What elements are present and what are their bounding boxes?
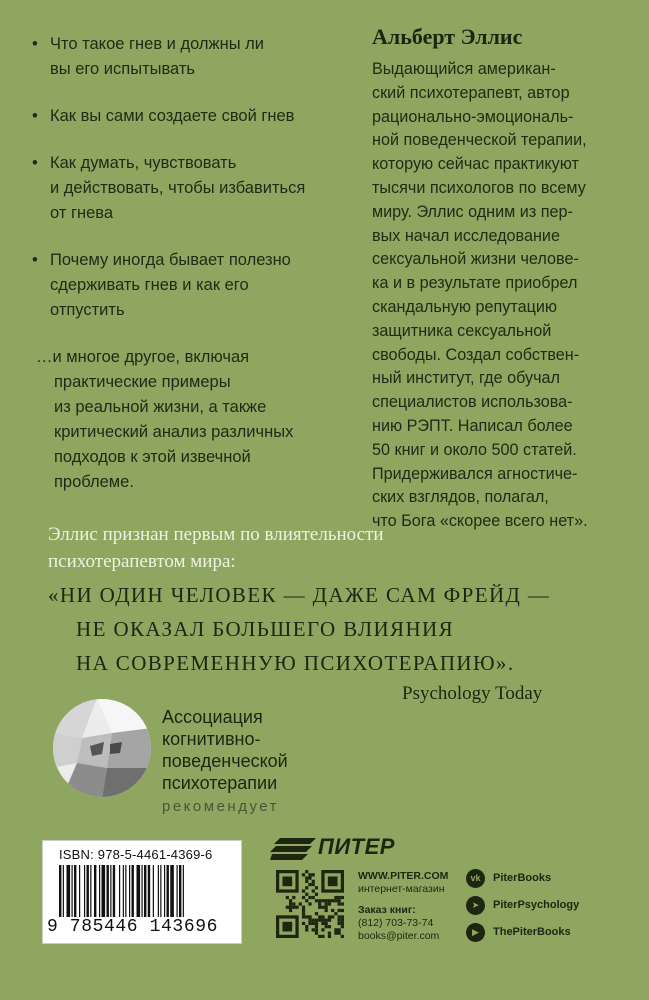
social-item-telegram[interactable]: ➤ PiterPsychology: [466, 893, 579, 917]
barcode: [42, 840, 242, 944]
bullet-item: • Почему иногда бывает полезно сдерживать гнев и как его отпустить: [32, 251, 291, 319]
telegram-icon: ➤: [466, 896, 485, 915]
vk-icon: vk: [466, 869, 485, 888]
intro-text: Эллис признан первым по влиятельности психотерапевтом мира:: [48, 524, 384, 572]
quote-source: Psychology Today: [402, 683, 543, 704]
association-logo-icon: [52, 698, 152, 798]
social-item-vk[interactable]: vk PiterBooks: [466, 866, 579, 890]
social-item-youtube[interactable]: ▶ ThePiterBooks: [466, 920, 579, 944]
more-text: …и многое другое, включая практические примеры из реальной жизни, а также критический анализ различных подходов к этой извечной проблеме.: [36, 348, 294, 491]
bullet-item: • Как думать, чувствовать и действовать, чтобы избавиться от гнева: [32, 154, 306, 222]
bullet-item: • Как вы сами создаете свой гнев: [32, 107, 295, 125]
association-text: Ассоциация когнитивно- поведенческой психотерапии рекомендует: [162, 707, 288, 815]
isbn-label: ISBN: 978-5-4461-4369-6: [59, 847, 213, 862]
publisher-name: ПИТЕР: [318, 834, 395, 859]
website-link[interactable]: WWW.PITER.COM: [358, 870, 449, 882]
pull-quote: «НИ ОДИН ЧЕЛОВЕК — ДАЖЕ САМ ФРЕЙД — НЕ ОКАЗАЛ БОЛЬШЕГО ВЛИЯНИЯ НА СОВРЕМЕННУЮ ПСИХОТЕРАПИЮ».: [48, 583, 551, 675]
qr-code-icon: [276, 870, 344, 938]
phone-number: (812) 703-73-74: [358, 917, 434, 929]
email-link[interactable]: books@piter.com: [358, 930, 440, 942]
author-block: [372, 24, 634, 534]
social-links: [466, 866, 579, 947]
bullet-list: [30, 32, 330, 495]
piter-logo-icon: [270, 836, 316, 862]
author-name: Альберт Эллис: [372, 24, 523, 49]
bullet-item: • Что такое гнев и должны ли вы его испытывать: [32, 35, 264, 78]
author-bio: Выдающийся американ- ский психотерапевт, автор рационально-эмоциональ- ной поведенческой терапии, которую сейчас практикуют тысячи психологов по всему миру. Эллис одним из пер- вых начал исследование сексуальной жизни челове- ка и в результате приобрел скандальную репутацию защитника сексуальной свободы. Создал собствен- ный институт, где обучал специалистов использова- нию РЭПТ. Написал более 50 книг и около 500 статей. Придерживался агностиче- ских взглядов, полагал, что Бога «скорее всего нет».: [372, 60, 588, 531]
youtube-icon: ▶: [466, 923, 485, 942]
publisher-contacts: WWW.PITER.COM интернет-магазин Заказ книг: (812) 703-73-74 books@piter.com: [358, 870, 449, 942]
barcode-number: 9 785446 143696: [47, 917, 219, 937]
barcode-bars: [59, 865, 231, 917]
